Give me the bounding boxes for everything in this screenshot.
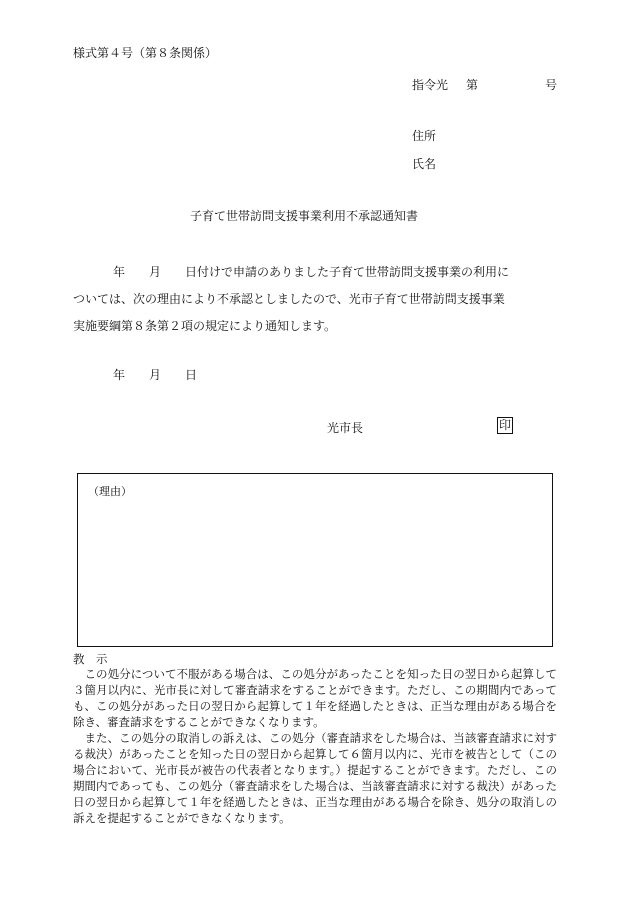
reference-dai: 第 [466,78,479,92]
notice-body [73,666,557,826]
form-number: 様式第４号（第８条関係） [73,46,218,60]
body-line-2: ついては、次の理由により不承認としましたので、光市子育て世帯訪問支援事業 [73,292,505,306]
reason-label: （理由） [88,485,132,498]
body-line-1: 年 月 日付けで申請のありました子育て世帯訪問支援事業の利用に [113,265,510,279]
name-label: 氏名 [412,157,437,171]
body-line-3: 実施要綱第８条第２項の規定により通知します。 [73,319,337,333]
reference-prefix: 指令光 [412,78,449,92]
notice-paragraph-2: また、この処分の取消しの訴えは、この処分（審査請求をした場合は、当該審査請求に対する裁決）があったことを知った日の翌日から起算して６箇月以内に、光市を被告として（この場合において、光市長が被告の代表者となります。）提起することができます。ただし、この期間内であっても、この処分（審査請求をした場合は、当該審査請求に対する裁決）があった日の翌日から起算して１年を経過したときは、正当な理由がある場合を除き、処分の取消しの訴えを提起することができなくなります。 [73,731,557,825]
address-label: 住所 [412,129,437,143]
seal-stamp [497,417,513,434]
notice-paragraph-1: この処分について不服がある場合は、この処分があったことを知った日の翌日から起算して３箇月以内に、光市長に対して審査請求をすることができます。ただし、この期間内であっても、この処分があった日の翌日から起算して１年を経過したときは、正当な理由がある場合を除き、審査請求をすることができなくなります。 [73,667,557,729]
reference-go: 号 [545,78,558,92]
reason-box [77,473,553,647]
document-title: 子育て世帯訪問支援事業利用不承認通知書 [190,209,419,223]
issuer-title: 光市長 [327,421,364,435]
date-line: 年 月 日 [113,368,198,382]
notice-heading: 教 示 [73,652,108,666]
seal-label: 印 [499,418,512,432]
